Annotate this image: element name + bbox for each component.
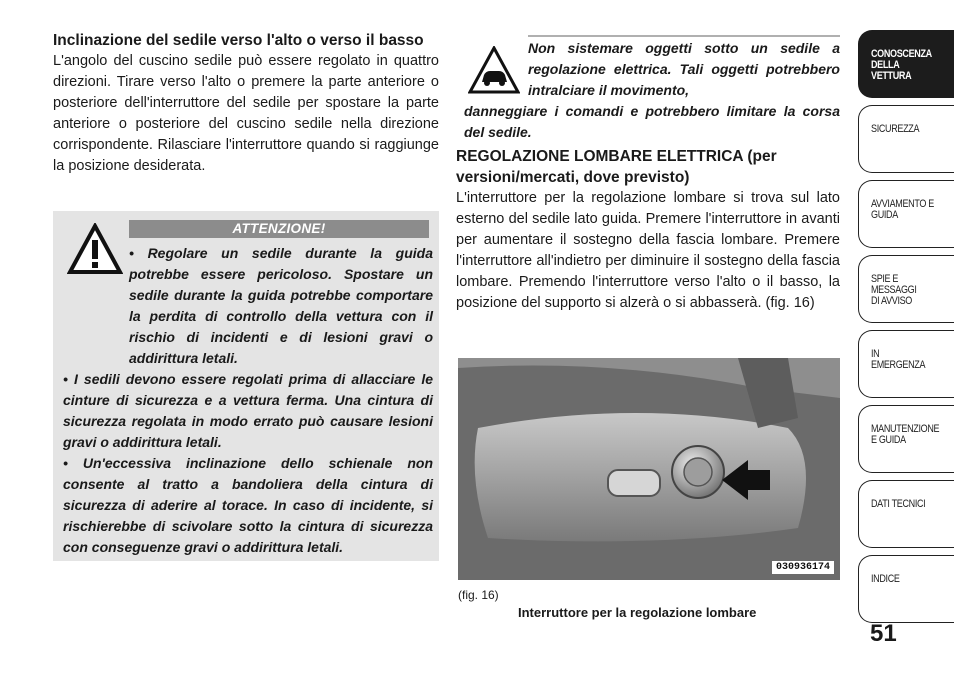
note-text-b: danneggiare i comandi e potrebbero limitare la corsa del sedile. [464,103,840,140]
note-text-a: Non sistemare oggetti sotto un sedile a regolazione elettrica. Tali oggetti potrebbero intralciare il movimento, [528,40,840,98]
tab-label: MANUTENZIONE E GUIDA [871,423,940,446]
note-text [464,38,840,143]
tab-sicurezza[interactable] [858,105,954,173]
figure-reference: (fig. 16) [458,588,499,602]
warning-bullet: • Regolare un sedile durante la guida potrebbe essere pericoloso. Spostare un sedile durante la guida potrebbe comportare la perdita di controllo della vettura con il rischio di incidenti e di lesioni gravi o addirittura letali. [129,245,433,366]
warning-title: ATTENZIONE! [129,220,429,238]
tab-label: SICUREZZA [871,123,920,135]
warning-box [53,211,439,561]
warning-bullet: • Un'eccessiva inclinazione dello schienale non consente al tratto a bandoliera della cintura di sicurezza di aderire al torace. In caso di incidente, si rischierebbe di scivolare sotto la cintura di sicurezza con conseguenze gravi o addirittura letali. [63,455,433,555]
warning-bullet: • I sedili devono essere regolati prima di allacciare le cinture di sicurezza e a vettura ferma. Una cintura di sicurezza regolata in modo errato può causare lesioni gravi o addirittura letali. [63,371,433,450]
right-column [456,30,840,314]
tab-label: IN EMERGENZA [871,348,926,371]
tab-emergenza[interactable] [858,330,954,398]
left-column [53,30,439,177]
tab-label: AVVIAMENTO E GUIDA [871,198,934,221]
lumbar-section-title: REGOLAZIONE LOMBARE ELETTRICA (per versioni/mercati, dove previsto) [456,148,777,186]
tab-label: CONOSCENZA DELLA VETTURA [871,48,932,82]
tab-label: INDICE [871,573,900,585]
tab-indice[interactable] [858,555,954,623]
figure-caption: Interruttore per la regolazione lombare [518,605,757,620]
tab-conoscenza[interactable] [858,30,954,98]
note-rule [528,35,840,37]
seat-switch-illustration [458,358,840,580]
lumbar-paragraph: L'interruttore per la regolazione lombare si trova sul lato esterno del sedile lato guida. Premere l'interruttore in avanti per aumentare il sostegno della fascia lombare. Premere l'interruttore all'indietro per diminuire il sostegno della fascia lombare. Premendo l'interruttore verso l'alto o il basso, la posizione del supporto si alzerà o si abbasserà. (fig. 16) [456,190,840,311]
tab-manutenzione[interactable] [858,405,954,473]
section-heading-tilt: Inclinazione del sedile verso l'alto o verso il basso [53,32,424,49]
tab-label: DATI TECNICI [871,498,926,510]
tab-avviamento[interactable] [858,180,954,248]
tab-spie[interactable] [858,255,954,323]
page-number: 51 [870,620,897,647]
figure-code: 030936174 [772,561,834,574]
chapter-sidebar [858,30,954,630]
lumbar-switch-photo [458,358,840,580]
tab-dati-tecnici[interactable] [858,480,954,548]
tab-label: SPIE E MESSAGGI DI AVVISO [871,273,917,307]
caution-note [456,30,840,138]
tilt-paragraph: L'angolo del cuscino sedile può essere regolato in quattro direzioni. Tirare verso l'alto o premere la parte anteriore o posteriore dell'interruttore del sedile per spostare la parte anteriore o posteriore del cuscino sedile nella direzione corrispondente. Rilasciare l'interruttore quando si raggiunge la posizione desiderata. [53,53,439,174]
